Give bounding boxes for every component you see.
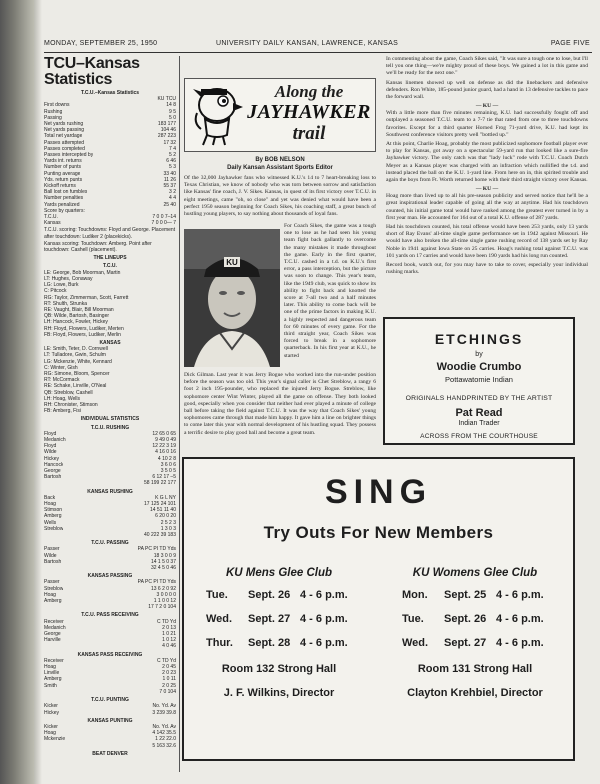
- row-values: 183 177: [157, 121, 176, 128]
- womens-room: Room 131 Strong Hall: [417, 663, 533, 675]
- row-label: Medanich: [44, 624, 66, 631]
- ku-receiving-table: [44, 658, 176, 689]
- row-label: Amberg: [44, 513, 62, 520]
- row-label: First downs: [44, 102, 70, 109]
- ku-receiving-total: 7 0 104: [159, 688, 176, 695]
- womens-glee-club-block: [380, 567, 570, 699]
- statistics-column: [44, 56, 176, 776]
- ku-rushing-title: KANSAS RUSHING: [87, 488, 133, 495]
- page-gutter-shadow: [34, 0, 42, 784]
- row-label: Stimson: [44, 507, 63, 514]
- logo-line-along-the: Along the: [274, 82, 344, 101]
- header-masthead: UNIVERSITY DAILY KANSAN, LAWRENCE, KANSAS: [216, 40, 399, 47]
- row-label: Hancock: [44, 461, 64, 468]
- mens-glee-title: KU Mens Glee Club: [225, 567, 333, 579]
- ku-divider-2: — KU —: [475, 186, 499, 193]
- row-label: Streblow: [44, 525, 64, 532]
- ku-punting-table: [44, 724, 176, 743]
- lineup-entry: LE: Smith, Teter, D. Cornwell: [44, 346, 108, 353]
- sing-headline: SING: [324, 473, 433, 511]
- womens-slot: [380, 613, 570, 637]
- etchings-artist: Woodie Crumbo: [436, 361, 522, 373]
- team-stats-title: T.C.U.–Kansas Statistics: [80, 90, 140, 96]
- stats-headline-line1: TCU–Kansas: [44, 56, 140, 72]
- slot-date: Sept. 28: [248, 637, 291, 649]
- lineup-entry: LT: Hughes, Conaway: [44, 275, 93, 282]
- row-label: Bartosh: [44, 474, 62, 481]
- slot-date: Sept. 26: [248, 589, 291, 601]
- ku-punting-total: 5 163 32.6: [152, 742, 176, 749]
- team-stats-columns: KU TCU: [157, 96, 176, 103]
- row-label: Hoag: [44, 591, 56, 598]
- lineup-entry: RE: Vaught, Blair, Bill Moorman: [44, 306, 114, 313]
- row-values: 17 125 24 101: [144, 501, 176, 507]
- row-label: Floyd: [44, 443, 57, 450]
- row-label: Hoag: [44, 730, 56, 737]
- tcu-rushing-title: T.C.U. RUSHING: [90, 424, 130, 431]
- header-date: MONDAY, SEPTEMBER 25, 1950: [44, 40, 158, 47]
- scoring-line: T.C.U. scoring: Touchdowns: Floyd and George. Placement after touchdown: Ludiker 2 (placekicks).: [44, 227, 176, 240]
- tcu-punting-table: [44, 703, 176, 715]
- row-label: Rushing: [44, 108, 63, 115]
- row-values: 11 26: [163, 176, 176, 183]
- row-values: 1 1 0 0 12: [153, 598, 176, 605]
- row-label: Amberg: [44, 676, 62, 683]
- row-values: C TD Yd: [157, 657, 176, 664]
- row-label: George: [44, 631, 61, 638]
- row-values: 5 0: [169, 114, 176, 121]
- header-rule: [44, 52, 592, 53]
- womens-director: Clayton Krehbiel, Director: [407, 687, 543, 699]
- slot-time: 4 - 6 p.m.: [300, 637, 348, 649]
- player-portrait-image: [184, 229, 280, 367]
- column-byline: [184, 156, 376, 172]
- row-values: 14 51 11 40: [149, 507, 176, 514]
- row-values: 2 0 25: [162, 682, 176, 689]
- row-label: Kicker: [44, 723, 58, 730]
- ku-receiving-title: KANSAS PASS RECEIVING: [77, 651, 143, 658]
- row-label: Smith: [44, 682, 57, 689]
- lineup-entry: LH: Hoag, Wells: [44, 395, 81, 402]
- row-label: Streblow: [44, 585, 64, 592]
- row-label: Yards penalized: [44, 201, 80, 208]
- mens-slot: [184, 589, 374, 613]
- individual-stats-title: INDIVIDUAL STATISTICS: [80, 416, 140, 423]
- row-values: 25 40: [163, 201, 176, 208]
- row-label: Receiver: [44, 657, 64, 664]
- row-values: 9 5: [169, 108, 176, 115]
- slot-day: Tue.: [402, 613, 424, 625]
- slot-time: 4 - 6 p.m.: [300, 589, 348, 601]
- etchings-originals: ORIGINALS HANDPRINTED BY THE ARTIST: [405, 395, 553, 402]
- row-label: Linville: [44, 670, 60, 677]
- lineups-ku-head: KANSAS: [99, 339, 121, 346]
- row-values: 3 239 39.8: [152, 709, 176, 716]
- tcu-passing-total: 32 4 5 0 46: [150, 565, 176, 572]
- lineup-entry: QB: Wilde, Bartosh, Basinger: [44, 313, 110, 320]
- column-body-paragraph: Dick Gilman. Last year it was Jerry Bogue who worked into the run-under position before the season was too old. This year's signal caller is Chet Streblow, a rangy 6 foot 2 inch 195-pounder, who replaced the injured Jerry Bogue. Streblow, like sophomore center Wint Winter, played all the game on offense. They both looked good, especially when you consider that neither had ever played a minute of college ball before taking the field against T.C.U. It was the way that Coach Sikes' young sophomores came through that made him happy. It gave him a line on brighter things to come later this year with normal development of his hustling squad. They possess a terrific desire to play good ball and become a great team.: [184, 372, 376, 436]
- header-page-number: PAGE FIVE: [550, 40, 590, 47]
- row-values: 6 46: [166, 158, 176, 165]
- row-label: Passes intercepted by: [44, 152, 94, 159]
- column-rule: [179, 56, 180, 772]
- row-values: 7 0 0 0— 7: [151, 220, 176, 227]
- slot-time: 4 - 6 p.m.: [300, 613, 348, 625]
- row-label: Wilde: [44, 449, 57, 456]
- lineup-entry: RG: Simone, Bloom, Spencer: [44, 370, 110, 377]
- tcu-receiving-title: T.C.U. PASS RECEIVING: [81, 612, 139, 619]
- row-label: Passes completed: [44, 145, 85, 152]
- lineups-tcu-head: T.C.U.: [103, 263, 117, 270]
- slot-day: Mon.: [402, 589, 428, 601]
- right-paragraph-5: Hoag more than lived up to all his pre-season publicity and served notice that he'll be a great inspirational leader capable of going all the way at anytime. Had his touchdown counted, his initial game total would have ranked among the greatest ever turned in by a first year man. He accounted for 164 out of a total K.U. offense of 287 yards.: [386, 193, 588, 221]
- right-paragraph-1: In commenting about the game, Coach Sikes said, "It was sure a tough one to lose, but I'll tell you one thing—we're mighty proud of these boys. We gained a lot in this game and we'll be ready for the next one.": [386, 56, 588, 77]
- slot-day: Thur.: [206, 637, 233, 649]
- row-label: T.C.U.: [44, 214, 58, 221]
- lineup-entry: RT: McCormack: [44, 377, 80, 384]
- row-label: Yds. return punts: [44, 176, 83, 183]
- lineup-entry: LG: Lowe, Burk: [44, 282, 79, 289]
- row-values: 3 6 0 6: [160, 461, 176, 468]
- logo-line-trail: trail: [292, 123, 326, 144]
- book-binding: [0, 0, 34, 784]
- lineup-entry: RG: Taylor, Zimmerman, Scott, Farrett: [44, 294, 129, 301]
- mens-room: Room 132 Strong Hall: [221, 663, 337, 675]
- row-values: 55 37: [163, 183, 176, 190]
- row-label: Kansas: [44, 220, 61, 227]
- ku-rushing-table: [44, 495, 176, 532]
- row-label: Hoag: [44, 501, 56, 507]
- etchings-location: ACROSS FROM THE COURTHOUSE: [420, 433, 538, 440]
- team-stats-table: [44, 102, 176, 207]
- etchings-by: by: [475, 351, 483, 358]
- row-values: K G L NY: [155, 494, 176, 501]
- row-label: Hoag: [44, 664, 56, 671]
- row-values: 18 3 0 0 9: [153, 552, 176, 559]
- slot-day: Wed.: [402, 637, 429, 649]
- row-label: Hickey: [44, 455, 60, 462]
- column-intro-paragraph: Of the 32,000 Jayhawker fans who witnessed K.U.'s 14 to 7 heart-breaking loss to Texas Christian, we know of nobody who was torn between sorrow and satisfaction like Kansas' fine coach, J. V. Sikes. Kansas, in quest of its first victory over T.C.U. in eight meetings, came "oh, so close" and yet was denied what would have been a perfect 1950 season beginning for Coach Sikes, his coaching staff, a great bunch of hustling young players, to say nothing about thousands of loyal fans.: [184, 175, 376, 218]
- score-table: [44, 214, 176, 226]
- row-values: 2 0 45: [162, 664, 176, 671]
- scoring-summary: [44, 227, 176, 253]
- mens-director: J. F. Wilkins, Director: [223, 687, 335, 699]
- row-values: 4 10 2 8: [157, 455, 176, 462]
- row-values: 104 46: [160, 127, 176, 134]
- row-values: 2 5 2 3: [160, 519, 176, 526]
- etchings-seller-sub: Indian Trader: [458, 420, 500, 427]
- etchings-artist-sub: Pottawatomie Indian: [445, 375, 513, 384]
- lineup-entry: C: Winter, Gish: [44, 364, 78, 371]
- lineups-tcu-list: [44, 270, 176, 338]
- tcu-receiving-total: 4 0 46: [162, 643, 176, 650]
- scoring-line: Kansas scoring: Touchdown: Amberg. Point after touchdown: Cashell (placement).: [44, 240, 152, 254]
- lineup-entry: QB: Streblow, Cashell: [44, 389, 93, 396]
- lineups-ku-list: [44, 346, 176, 414]
- right-paragraph-6: Had his touchdown counted, his total offense would have been 253 yards, only 13 yards short of Ray Evans' all-time single game performance set in 1942 against Missouri. He would have also broken the all-time single game rushing record of 138 yards set by Ray Noble in 1941 against Iowa State on 25 carries. Hoag's rushing total against T.C.U. was 101 yards on 17 carries and would have been 190 yards had his long run counted.: [386, 224, 588, 259]
- jayhawker-trail-column: [184, 56, 376, 456]
- row-label: Mckenzie: [44, 736, 66, 743]
- row-label: Number of punts: [44, 164, 81, 171]
- row-values: 14 1 5 0 37: [150, 558, 176, 565]
- row-label: Passer: [44, 546, 60, 553]
- row-values: 4 16 0 16: [155, 449, 176, 456]
- ku-passing-title: KANSAS PASSING: [87, 573, 133, 580]
- logo-line-jayhawker: JAYHAWKER: [247, 101, 371, 123]
- row-values: 7 4: [169, 145, 176, 152]
- lineup-entry: LH: Hancock, Fowler, Hickey: [44, 319, 108, 326]
- lineup-entry: FB: Amberg, Fisi: [44, 408, 81, 415]
- row-values: No. Yd. Av: [152, 703, 176, 710]
- row-label: Number penalties: [44, 195, 84, 202]
- row-values: 6 20 0 20: [155, 513, 176, 520]
- column-logo: [184, 78, 376, 152]
- row-label: Receiver: [44, 618, 64, 625]
- row-values: 5 2: [169, 152, 176, 159]
- lineup-entry: LG: Mckenzie, White, Kennard: [44, 358, 112, 365]
- sing-subhead: Try Outs For New Members: [263, 523, 494, 542]
- lineups-title: THE LINEUPS: [93, 255, 127, 262]
- stats-headline-line2: Statistics: [44, 71, 113, 88]
- right-paragraph-3: With a little more than five minutes remaining, K.U. had successfully fought off and outplayed a seasoned T.C.U. team to a 7-7 tie that rated from one to three touchdowns favorites. Except for a third quarter Horned Frog 71-yard drive, K.U. had kept its Southwest conference visitors pretty well "bottled up.": [386, 110, 588, 138]
- womens-glee-title: KU Womens Glee Club: [412, 567, 538, 579]
- row-values: 1 0 12: [162, 637, 176, 644]
- lineup-entry: RE: Schake, Linville, O'Neal: [44, 383, 107, 390]
- row-values: PA PC PI TD Yds: [137, 579, 176, 586]
- row-values: 6 12 17 –5: [152, 474, 176, 481]
- jayhawk-mascot-icon: [189, 83, 243, 147]
- row-values: 7 0 0 7–14: [152, 214, 176, 221]
- tcu-rushing-total: 58 199 22 177: [144, 480, 176, 487]
- tcu-passing-title: T.C.U. PASSING: [91, 540, 129, 547]
- row-values: 9 49 0 49: [155, 436, 176, 443]
- mens-slot: [184, 637, 374, 661]
- ku-passing-total: 17 7 2 0 104: [148, 604, 176, 611]
- row-values: 1 0 11: [162, 676, 176, 683]
- mens-glee-club-block: [184, 567, 374, 699]
- stats-footer: BEAT DENVER: [92, 750, 128, 757]
- row-label: Back: [44, 494, 56, 501]
- row-label: Floyd: [44, 430, 57, 437]
- row-values: 33 40: [163, 170, 176, 177]
- row-label: Passer: [44, 579, 60, 586]
- etchings-advertisement: [383, 317, 575, 445]
- sing-tryouts-advertisement: [182, 457, 575, 761]
- row-values: 14 8: [166, 102, 176, 109]
- player-photo: [184, 229, 280, 367]
- right-paragraph-2: Kansas linemen showed up well on defense as did the linebackers and defensive defenders. Ron White, 185-pound junior guard, had a hand in 13 defensive tackles to pace the forward wall.: [386, 79, 588, 101]
- row-values: 4 142 35.5: [152, 730, 176, 737]
- slot-time: 4 - 6 p.m.: [496, 613, 544, 625]
- right-article-column: [386, 56, 588, 316]
- slot-date: Sept. 26: [444, 613, 487, 625]
- row-label: Wells: [44, 519, 57, 526]
- svg-text:KU: KU: [226, 258, 238, 267]
- row-label: Kickoff returns: [44, 183, 76, 190]
- tcu-receiving-table: [44, 619, 176, 644]
- tcu-rushing-table: [44, 431, 176, 481]
- lineup-entry: FB: Floyd, Flowers, Ludiker, Merlin: [44, 331, 121, 338]
- row-values: 2 0 23: [162, 670, 176, 677]
- row-values: 17 32: [163, 139, 176, 146]
- row-values: 3 2: [169, 189, 176, 196]
- row-values: 12 65 0 65: [152, 430, 176, 437]
- row-values: 1 3 0 3: [160, 525, 176, 532]
- slot-date: Sept. 25: [444, 589, 487, 601]
- row-values: 287 223: [157, 133, 176, 140]
- ku-rushing-total: 40 222 39 183: [144, 532, 176, 539]
- row-values: 1 22 22.0: [155, 736, 176, 743]
- lineup-entry: LT: Tulladore, Gwin, Schulm: [44, 352, 106, 359]
- ku-divider-1: — KU —: [475, 103, 499, 110]
- right-paragraph-7: Record book, watch out, for you may have to take to cover, especially your individual rushing marks.: [386, 262, 588, 276]
- row-values: 5 3: [169, 164, 176, 171]
- row-label: Medanich: [44, 436, 66, 443]
- row-label: Total net yardage: [44, 133, 83, 140]
- row-label: Ball lost on fumbles: [44, 189, 88, 196]
- row-values: 3 0 0 0 0: [156, 591, 176, 598]
- row-label: Passing: [44, 114, 62, 121]
- slot-time: 4 - 6 p.m.: [496, 637, 544, 649]
- row-values: C TD Yd: [157, 618, 176, 625]
- row-label: Punting average: [44, 170, 81, 177]
- newspaper-page: [34, 0, 600, 784]
- lineup-entry: RH: Floyd, Flowers, Ludiker, Merten: [44, 325, 124, 332]
- lineup-entry: RT: Shulth, Strunka: [44, 300, 87, 307]
- lineup-entry: C: Pitcock: [44, 288, 67, 295]
- row-label: Yards int. returns: [44, 158, 82, 165]
- slot-date: Sept. 27: [248, 613, 291, 625]
- row-values: 3 5 0 5: [160, 467, 176, 474]
- row-label: Net yards passing: [44, 127, 85, 134]
- score-row: [44, 220, 176, 226]
- column-photo-side-text: For Coach Sikes, the game was a tough one to lose as he had seen his young team fight back gallantly to overcome the many mistakes it made throughout the game. Early in the first quarter, T.C.U. cashed in a t.d. on K.U.'s first error, a pass interception, but the picture was soon to change. This year's team, like the 1949 club, was quick to show its ability to fight back and knotted the score at 7-all two and a half minutes later. This ability to come back will be one of the prime factors in making K.U. a highly respected and dangerous team for 60 minutes of every game. For the third straight year, Coach Sikes was forced to break in a sophomore quarterback. In his first year at K.U., he started: [284, 223, 376, 359]
- row-label: Passes attempted: [44, 139, 85, 146]
- slot-date: Sept. 27: [444, 637, 487, 649]
- row-label: Hickey: [44, 709, 60, 716]
- row-values: 2 0 13: [162, 624, 176, 631]
- byline-author: By BOB NELSON: [255, 157, 305, 163]
- ku-passing-table: [44, 579, 176, 604]
- tcu-punting-row: [44, 710, 176, 716]
- womens-slot: [380, 637, 570, 661]
- row-label: Wilde: [44, 552, 57, 559]
- etchings-title: ETCHINGS: [434, 331, 524, 347]
- mens-slot: [184, 613, 374, 637]
- row-values: No. Yd. Av: [152, 723, 176, 730]
- row-label: Kicker: [44, 703, 58, 710]
- row-label: Harville: [44, 637, 61, 644]
- etchings-seller: Pat Read: [455, 407, 503, 419]
- tcu-punting-title: T.C.U. PUNTING: [91, 697, 129, 704]
- womens-slot: [380, 589, 570, 613]
- row-label: Net yards rushing: [44, 121, 84, 128]
- ku-punting-title: KANSAS PUNTING: [87, 717, 133, 724]
- lineup-entry: RH: Chronister, Stimson: [44, 401, 98, 408]
- row-values: 12 22 3 19: [152, 443, 176, 450]
- row-values: PA PC PI TD Yds: [137, 546, 176, 553]
- right-paragraph-4: At this point, Charlie Hoag, probably the most publicized sophomore football player ever to play for Kansas, got away on a spectacular 59-yard run that looked like a sure-fire Jayhawker victory. The only catch was that "lady luck" rode with T.C.U. Coach Dutch Meyer as a Kansas player was charged with an infraction which nullified the t.d. and instead placed the ball on the K.U. 1-yard line. From here on in, this spirited trouble and again the boys from Ft. Worth returned home with their third straight victory over Kansas.: [386, 141, 588, 184]
- score-head: Score by quarters:: [44, 207, 85, 214]
- slot-day: Tue.: [206, 589, 228, 601]
- lineup-entry: LE: George, Bob Moorman, Martin: [44, 269, 121, 276]
- byline-title: Daily Kansan Assistant Sports Editor: [227, 165, 333, 171]
- row-values: 4 4: [169, 195, 176, 202]
- row-values: 1 0 21: [162, 631, 176, 638]
- row-label: Amberg: [44, 598, 62, 605]
- slot-time: 4 - 6 p.m.: [496, 589, 544, 601]
- slot-day: Wed.: [206, 613, 233, 625]
- row-values: 13 6 2 0 92: [150, 585, 176, 592]
- row-label: George: [44, 467, 61, 474]
- tcu-passing-table: [44, 546, 176, 565]
- row-label: Bartosh: [44, 558, 62, 565]
